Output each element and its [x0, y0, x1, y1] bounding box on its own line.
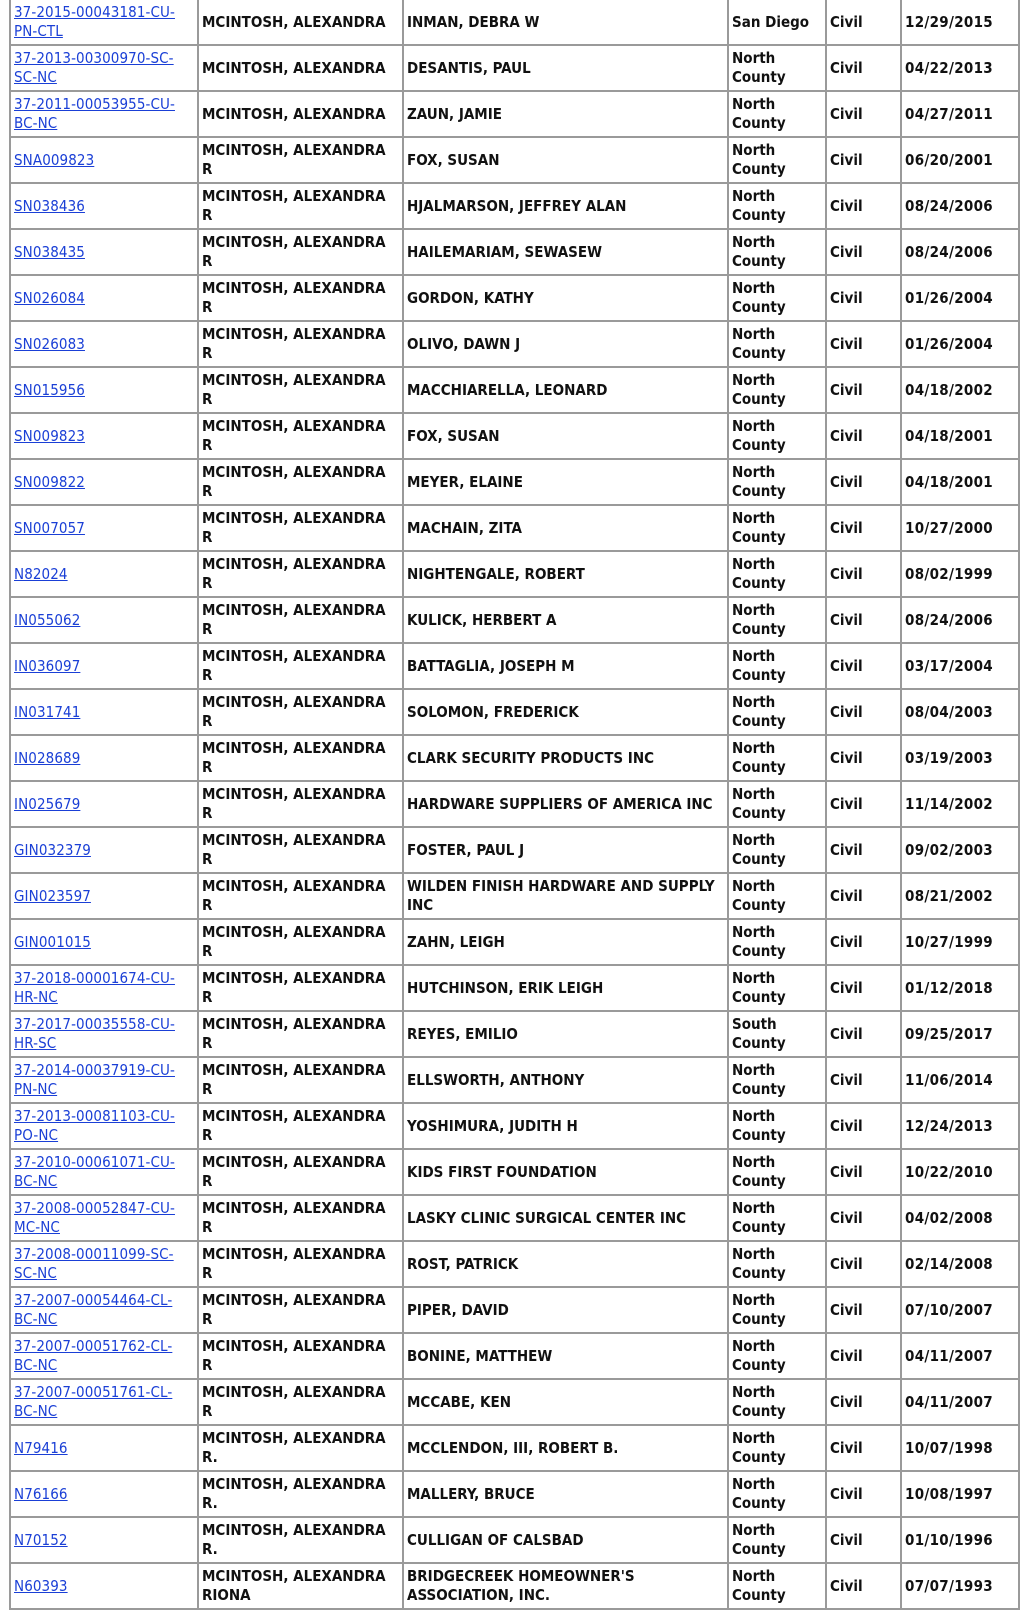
case-type-cell: Civil [827, 552, 902, 598]
case-number-cell [9, 1104, 199, 1150]
table-row [9, 828, 1020, 874]
table-row [9, 230, 1020, 276]
case-number-cell [9, 1472, 199, 1518]
filing-date-cell: 12/24/2013 [902, 1104, 1020, 1150]
table-row [9, 690, 1020, 736]
case-number-link[interactable]: 37-2011-00053955-CU-BC-NC [14, 95, 175, 132]
party-cell: PIPER, DAVID [404, 1288, 729, 1334]
attorney-cell: MCINTOSH, ALEXANDRA R [199, 184, 404, 230]
attorney-cell: MCINTOSH, ALEXANDRA R [199, 368, 404, 414]
court-cell: North County [729, 1196, 827, 1242]
attorney-cell: MCINTOSH, ALEXANDRA R [199, 552, 404, 598]
court-cell: North County [729, 1104, 827, 1150]
party-cell: HUTCHINSON, ERIK LEIGH [404, 966, 729, 1012]
party-cell: MCCLENDON, III, ROBERT B. [404, 1426, 729, 1472]
party-cell: BRIDGECREEK HOMEOWNER'S ASSOCIATION, INC. [404, 1564, 729, 1610]
party-cell: CLARK SECURITY PRODUCTS INC [404, 736, 729, 782]
case-type-cell: Civil [827, 782, 902, 828]
attorney-cell: MCINTOSH, ALEXANDRA R. [199, 1518, 404, 1564]
case-number-cell [9, 1564, 199, 1610]
case-type-cell: Civil [827, 644, 902, 690]
case-type-cell: Civil [827, 1104, 902, 1150]
case-number-cell [9, 276, 199, 322]
case-number-link[interactable]: SN009823 [14, 426, 85, 445]
table-row [9, 920, 1020, 966]
party-cell: INMAN, DEBRA W [404, 0, 729, 46]
attorney-cell: MCINTOSH, ALEXANDRA R [199, 874, 404, 920]
attorney-cell: MCINTOSH, ALEXANDRA R [199, 414, 404, 460]
case-number-link[interactable]: 37-2018-00001674-CU-HR-NC [14, 969, 175, 1006]
attorney-cell: MCINTOSH, ALEXANDRA R [199, 1288, 404, 1334]
party-cell: MACCHIARELLA, LEONARD [404, 368, 729, 414]
filing-date-cell: 07/07/1993 [902, 1564, 1020, 1610]
table-row [9, 1196, 1020, 1242]
case-number-link[interactable]: 37-2010-00061071-CU-BC-NC [14, 1153, 175, 1190]
table-row [9, 874, 1020, 920]
table-row [9, 0, 1020, 46]
court-cell: North County [729, 828, 827, 874]
table-row [9, 1472, 1020, 1518]
case-type-cell: Civil [827, 322, 902, 368]
case-type-cell: Civil [827, 1564, 902, 1610]
table-row [9, 736, 1020, 782]
case-number-cell [9, 1518, 199, 1564]
party-cell: MCCABE, KEN [404, 1380, 729, 1426]
filing-date-cell: 04/18/2002 [902, 368, 1020, 414]
case-number-link[interactable]: N60393 [14, 1576, 68, 1595]
attorney-cell: MCINTOSH, ALEXANDRA R [199, 598, 404, 644]
case-type-cell: Civil [827, 920, 902, 966]
court-cell: North County [729, 1150, 827, 1196]
attorney-cell: MCINTOSH, ALEXANDRA R. [199, 1426, 404, 1472]
table-row [9, 184, 1020, 230]
case-number-cell [9, 1426, 199, 1472]
case-number-link[interactable]: GIN023597 [14, 886, 91, 905]
filing-date-cell: 04/22/2013 [902, 46, 1020, 92]
court-cell: North County [729, 552, 827, 598]
table-row [9, 414, 1020, 460]
case-type-cell: Civil [827, 1518, 902, 1564]
filing-date-cell: 10/22/2010 [902, 1150, 1020, 1196]
court-cell: North County [729, 1472, 827, 1518]
table-row [9, 322, 1020, 368]
case-number-cell [9, 920, 199, 966]
filing-date-cell: 04/18/2001 [902, 460, 1020, 506]
court-cell: North County [729, 460, 827, 506]
filing-date-cell: 03/17/2004 [902, 644, 1020, 690]
court-cell: North County [729, 1380, 827, 1426]
table-row [9, 1242, 1020, 1288]
case-number-link[interactable]: 37-2007-00054464-CL-BC-NC [14, 1291, 173, 1328]
case-number-cell [9, 0, 199, 46]
attorney-cell: MCINTOSH, ALEXANDRA R [199, 690, 404, 736]
court-cell: North County [729, 1518, 827, 1564]
attorney-cell: MCINTOSH, ALEXANDRA [199, 46, 404, 92]
party-cell: ROST, PATRICK [404, 1242, 729, 1288]
case-type-cell: Civil [827, 46, 902, 92]
filing-date-cell: 01/10/1996 [902, 1518, 1020, 1564]
case-number-link[interactable]: 37-2008-00052847-CU-MC-NC [14, 1199, 175, 1236]
case-number-link[interactable]: N70152 [14, 1530, 68, 1549]
attorney-cell: MCINTOSH, ALEXANDRA R [199, 460, 404, 506]
table-row [9, 460, 1020, 506]
case-number-cell [9, 782, 199, 828]
filing-date-cell: 08/21/2002 [902, 874, 1020, 920]
case-number-cell [9, 506, 199, 552]
case-number-cell [9, 46, 199, 92]
court-cell: North County [729, 1242, 827, 1288]
attorney-cell: MCINTOSH, ALEXANDRA R [199, 1012, 404, 1058]
case-type-cell: Civil [827, 1058, 902, 1104]
case-type-cell: Civil [827, 1150, 902, 1196]
case-table-body [9, 0, 1020, 1610]
case-number-cell [9, 828, 199, 874]
case-table-wrapper [9, 0, 1020, 1610]
case-number-cell [9, 1242, 199, 1288]
table-row [9, 1150, 1020, 1196]
case-number-link[interactable]: SN038435 [14, 242, 85, 261]
case-type-cell: Civil [827, 966, 902, 1012]
case-number-cell [9, 1288, 199, 1334]
case-number-link[interactable]: 37-2007-00051761-CL-BC-NC [14, 1383, 173, 1420]
case-number-link[interactable]: SN026084 [14, 288, 85, 307]
case-number-link[interactable]: GIN001015 [14, 932, 91, 951]
table-row [9, 506, 1020, 552]
attorney-cell: MCINTOSH, ALEXANDRA R. [199, 1472, 404, 1518]
filing-date-cell: 04/11/2007 [902, 1380, 1020, 1426]
filing-date-cell: 10/07/1998 [902, 1426, 1020, 1472]
case-number-link[interactable]: 37-2014-00037919-CU-PN-NC [14, 1061, 175, 1098]
case-type-cell: Civil [827, 0, 902, 46]
case-number-link[interactable]: SN015956 [14, 380, 85, 399]
case-number-link[interactable]: IN025679 [14, 794, 81, 813]
case-number-link[interactable]: 37-2013-00081103-CU-PO-NC [14, 1107, 175, 1144]
party-cell: DESANTIS, PAUL [404, 46, 729, 92]
filing-date-cell: 04/02/2008 [902, 1196, 1020, 1242]
case-number-cell [9, 184, 199, 230]
case-number-link[interactable]: N76166 [14, 1484, 68, 1503]
filing-date-cell: 04/27/2011 [902, 92, 1020, 138]
court-cell: North County [729, 230, 827, 276]
court-cell: North County [729, 920, 827, 966]
case-type-cell: Civil [827, 138, 902, 184]
attorney-cell: MCINTOSH, ALEXANDRA R [199, 782, 404, 828]
table-row [9, 92, 1020, 138]
case-type-cell: Civil [827, 828, 902, 874]
case-number-link[interactable]: IN055062 [14, 610, 81, 629]
case-number-cell [9, 1380, 199, 1426]
court-cell: North County [729, 644, 827, 690]
case-number-link[interactable]: 37-2007-00051762-CL-BC-NC [14, 1337, 173, 1374]
case-type-cell: Civil [827, 230, 902, 276]
party-cell: HJALMARSON, JEFFREY ALAN [404, 184, 729, 230]
filing-date-cell: 08/24/2006 [902, 230, 1020, 276]
court-cell: North County [729, 1426, 827, 1472]
attorney-cell: MCINTOSH, ALEXANDRA R [199, 276, 404, 322]
table-row [9, 46, 1020, 92]
party-cell: MEYER, ELAINE [404, 460, 729, 506]
case-number-link[interactable]: N79416 [14, 1438, 68, 1457]
attorney-cell: MCINTOSH, ALEXANDRA R [199, 1058, 404, 1104]
case-number-cell [9, 966, 199, 1012]
case-number-cell [9, 598, 199, 644]
case-number-link[interactable]: SN007057 [14, 518, 85, 537]
filing-date-cell: 03/19/2003 [902, 736, 1020, 782]
case-number-cell [9, 552, 199, 598]
case-type-cell: Civil [827, 690, 902, 736]
court-cell: North County [729, 598, 827, 644]
court-cell: North County [729, 1564, 827, 1610]
court-cell: North County [729, 1058, 827, 1104]
table-row [9, 782, 1020, 828]
court-cell: North County [729, 506, 827, 552]
table-row [9, 368, 1020, 414]
case-results-table [9, 0, 1020, 1610]
case-number-link[interactable]: GIN032379 [14, 840, 91, 859]
case-type-cell: Civil [827, 598, 902, 644]
court-cell: San Diego [729, 0, 827, 46]
party-cell: MACHAIN, ZITA [404, 506, 729, 552]
table-row [9, 966, 1020, 1012]
party-cell: MALLERY, BRUCE [404, 1472, 729, 1518]
court-cell: North County [729, 322, 827, 368]
attorney-cell: MCINTOSH, ALEXANDRA R [199, 828, 404, 874]
case-number-link[interactable]: 37-2008-00011099-SC-SC-NC [14, 1245, 174, 1282]
case-type-cell: Civil [827, 1472, 902, 1518]
court-cell: North County [729, 414, 827, 460]
case-type-cell: Civil [827, 414, 902, 460]
party-cell: FOX, SUSAN [404, 138, 729, 184]
filing-date-cell: 04/11/2007 [902, 1334, 1020, 1380]
case-number-cell [9, 1150, 199, 1196]
court-cell: North County [729, 736, 827, 782]
table-row [9, 1564, 1020, 1610]
party-cell: FOSTER, PAUL J [404, 828, 729, 874]
court-cell: North County [729, 690, 827, 736]
case-number-cell [9, 690, 199, 736]
table-row [9, 1380, 1020, 1426]
attorney-cell: MCINTOSH, ALEXANDRA RIONA [199, 1564, 404, 1610]
filing-date-cell: 11/06/2014 [902, 1058, 1020, 1104]
party-cell: YOSHIMURA, JUDITH H [404, 1104, 729, 1150]
filing-date-cell: 07/10/2007 [902, 1288, 1020, 1334]
case-type-cell: Civil [827, 1288, 902, 1334]
case-number-cell [9, 736, 199, 782]
party-cell: ZAUN, JAMIE [404, 92, 729, 138]
court-cell: North County [729, 184, 827, 230]
case-number-link[interactable]: SN026083 [14, 334, 85, 353]
party-cell: SOLOMON, FREDERICK [404, 690, 729, 736]
filing-date-cell: 02/14/2008 [902, 1242, 1020, 1288]
case-number-cell [9, 368, 199, 414]
attorney-cell: MCINTOSH, ALEXANDRA [199, 0, 404, 46]
case-number-cell [9, 322, 199, 368]
filing-date-cell: 12/29/2015 [902, 0, 1020, 46]
attorney-cell: MCINTOSH, ALEXANDRA R [199, 506, 404, 552]
attorney-cell: MCINTOSH, ALEXANDRA R [199, 138, 404, 184]
filing-date-cell: 08/02/1999 [902, 552, 1020, 598]
case-type-cell: Civil [827, 1012, 902, 1058]
attorney-cell: MCINTOSH, ALEXANDRA R [199, 1242, 404, 1288]
table-row [9, 1334, 1020, 1380]
case-number-link[interactable]: IN028689 [14, 748, 81, 767]
filing-date-cell: 09/02/2003 [902, 828, 1020, 874]
case-type-cell: Civil [827, 506, 902, 552]
case-number-cell [9, 1012, 199, 1058]
party-cell: CULLIGAN OF CALSBAD [404, 1518, 729, 1564]
table-row [9, 644, 1020, 690]
filing-date-cell: 11/14/2002 [902, 782, 1020, 828]
court-cell: South County [729, 1012, 827, 1058]
case-number-cell [9, 230, 199, 276]
attorney-cell: MCINTOSH, ALEXANDRA R [199, 1380, 404, 1426]
filing-date-cell: 01/26/2004 [902, 322, 1020, 368]
case-type-cell: Civil [827, 1242, 902, 1288]
party-cell: HAILEMARIAM, SEWASEW [404, 230, 729, 276]
table-row [9, 276, 1020, 322]
case-type-cell: Civil [827, 460, 902, 506]
case-number-link[interactable]: SN038436 [14, 196, 85, 215]
table-row [9, 1104, 1020, 1150]
case-number-cell [9, 1334, 199, 1380]
case-number-cell [9, 644, 199, 690]
attorney-cell: MCINTOSH, ALEXANDRA R [199, 644, 404, 690]
court-cell: North County [729, 1334, 827, 1380]
case-number-link[interactable]: SNA009823 [14, 150, 95, 169]
party-cell: BONINE, MATTHEW [404, 1334, 729, 1380]
court-cell: North County [729, 92, 827, 138]
case-type-cell: Civil [827, 1426, 902, 1472]
case-type-cell: Civil [827, 368, 902, 414]
case-type-cell: Civil [827, 736, 902, 782]
party-cell: WILDEN FINISH HARDWARE AND SUPPLY INC [404, 874, 729, 920]
case-number-link[interactable]: SN009822 [14, 472, 85, 491]
party-cell: KULICK, HERBERT A [404, 598, 729, 644]
table-row [9, 598, 1020, 644]
attorney-cell: MCINTOSH, ALEXANDRA [199, 92, 404, 138]
attorney-cell: MCINTOSH, ALEXANDRA R [199, 736, 404, 782]
party-cell: GORDON, KATHY [404, 276, 729, 322]
filing-date-cell: 01/26/2004 [902, 276, 1020, 322]
table-row [9, 552, 1020, 598]
party-cell: OLIVO, DAWN J [404, 322, 729, 368]
filing-date-cell: 08/24/2006 [902, 184, 1020, 230]
party-cell: ZAHN, LEIGH [404, 920, 729, 966]
table-row [9, 138, 1020, 184]
case-number-cell [9, 1058, 199, 1104]
court-cell: North County [729, 966, 827, 1012]
attorney-cell: MCINTOSH, ALEXANDRA R [199, 1334, 404, 1380]
attorney-cell: MCINTOSH, ALEXANDRA R [199, 322, 404, 368]
party-cell: LASKY CLINIC SURGICAL CENTER INC [404, 1196, 729, 1242]
filing-date-cell: 10/08/1997 [902, 1472, 1020, 1518]
case-type-cell: Civil [827, 874, 902, 920]
case-type-cell: Civil [827, 276, 902, 322]
case-number-link[interactable]: IN031741 [14, 702, 81, 721]
party-cell: ELLSWORTH, ANTHONY [404, 1058, 729, 1104]
court-cell: North County [729, 138, 827, 184]
filing-date-cell: 06/20/2001 [902, 138, 1020, 184]
attorney-cell: MCINTOSH, ALEXANDRA R [199, 1104, 404, 1150]
case-number-cell [9, 92, 199, 138]
table-row [9, 1012, 1020, 1058]
case-number-cell [9, 460, 199, 506]
table-row [9, 1426, 1020, 1472]
case-type-cell: Civil [827, 1380, 902, 1426]
court-cell: North County [729, 1288, 827, 1334]
party-cell: KIDS FIRST FOUNDATION [404, 1150, 729, 1196]
attorney-cell: MCINTOSH, ALEXANDRA R [199, 920, 404, 966]
attorney-cell: MCINTOSH, ALEXANDRA R [199, 230, 404, 276]
party-cell: FOX, SUSAN [404, 414, 729, 460]
court-cell: North County [729, 46, 827, 92]
attorney-cell: MCINTOSH, ALEXANDRA R [199, 1150, 404, 1196]
party-cell: HARDWARE SUPPLIERS OF AMERICA INC [404, 782, 729, 828]
case-number-cell [9, 1196, 199, 1242]
court-cell: North County [729, 782, 827, 828]
case-number-cell [9, 874, 199, 920]
case-number-link[interactable]: 37-2013-00300970-SC-SC-NC [14, 49, 174, 86]
party-cell: REYES, EMILIO [404, 1012, 729, 1058]
case-number-link[interactable]: 37-2017-00035558-CU-HR-SC [14, 1015, 175, 1052]
table-row [9, 1058, 1020, 1104]
party-cell: BATTAGLIA, JOSEPH M [404, 644, 729, 690]
filing-date-cell: 04/18/2001 [902, 414, 1020, 460]
court-cell: North County [729, 368, 827, 414]
filing-date-cell: 10/27/1999 [902, 920, 1020, 966]
case-number-cell [9, 138, 199, 184]
court-cell: North County [729, 874, 827, 920]
filing-date-cell: 08/24/2006 [902, 598, 1020, 644]
filing-date-cell: 08/04/2003 [902, 690, 1020, 736]
case-type-cell: Civil [827, 1334, 902, 1380]
case-number-cell [9, 414, 199, 460]
case-number-link[interactable]: IN036097 [14, 656, 81, 675]
table-row [9, 1518, 1020, 1564]
filing-date-cell: 09/25/2017 [902, 1012, 1020, 1058]
case-type-cell: Civil [827, 1196, 902, 1242]
filing-date-cell: 01/12/2018 [902, 966, 1020, 1012]
attorney-cell: MCINTOSH, ALEXANDRA R [199, 1196, 404, 1242]
filing-date-cell: 10/27/2000 [902, 506, 1020, 552]
case-type-cell: Civil [827, 92, 902, 138]
court-cell: North County [729, 276, 827, 322]
attorney-cell: MCINTOSH, ALEXANDRA R [199, 966, 404, 1012]
case-number-link[interactable]: 37-2015-00043181-CU-PN-CTL [14, 3, 175, 40]
table-row [9, 1288, 1020, 1334]
case-number-link[interactable]: N82024 [14, 564, 68, 583]
party-cell: NIGHTENGALE, ROBERT [404, 552, 729, 598]
case-type-cell: Civil [827, 184, 902, 230]
